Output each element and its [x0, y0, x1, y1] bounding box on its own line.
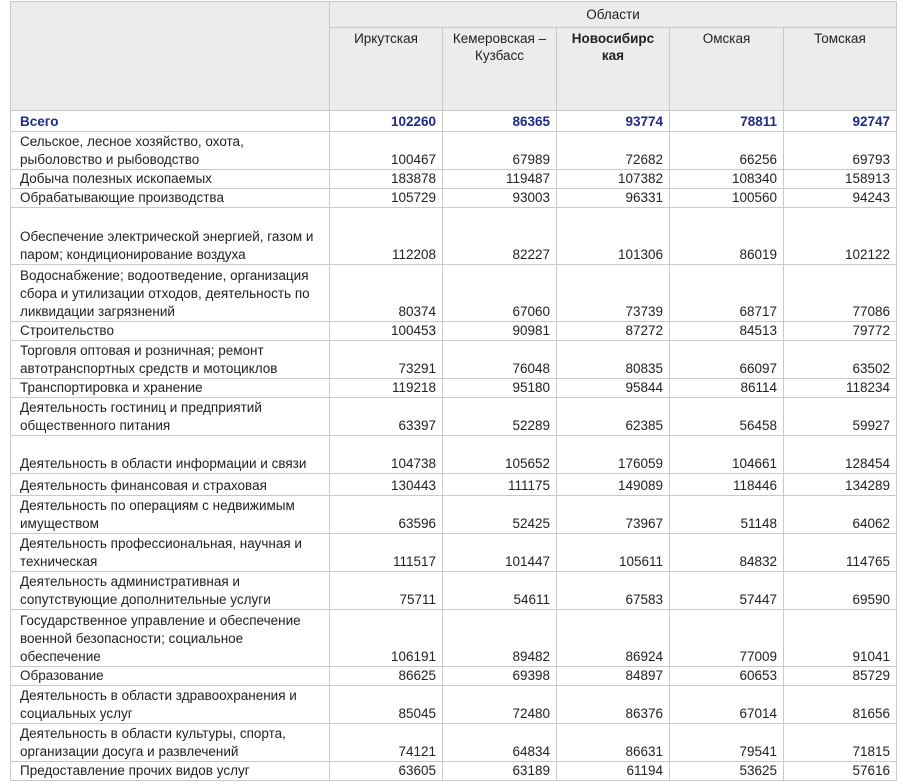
table-row — [11, 610, 897, 667]
row-value: 104738 — [330, 436, 443, 474]
row-value: 107382 — [557, 170, 670, 189]
row-value: 80835 — [557, 341, 670, 379]
row-value: 100453 — [330, 322, 443, 341]
regions-group-header: Области — [330, 2, 897, 28]
row-value: 57616 — [784, 762, 897, 781]
row-label: Деятельность административная и сопутствующие дополнительные услуги — [11, 572, 330, 610]
row-value: 57447 — [670, 572, 784, 610]
table-row — [11, 667, 897, 686]
row-value: 76048 — [443, 341, 557, 379]
row-value: 68717 — [670, 265, 784, 322]
row-value: 86376 — [557, 686, 670, 724]
row-value: 67014 — [670, 686, 784, 724]
row-value: 77086 — [784, 265, 897, 322]
row-label: Деятельность в области здравоохранения и социальных услуг — [11, 686, 330, 724]
row-value: 95844 — [557, 379, 670, 398]
row-value: 69398 — [443, 667, 557, 686]
row-value: 118234 — [784, 379, 897, 398]
row-label: Всего — [11, 111, 330, 132]
row-value: 104661 — [670, 436, 784, 474]
row-value: 85045 — [330, 686, 443, 724]
table-row — [11, 572, 897, 610]
row-value: 105652 — [443, 436, 557, 474]
row-value: 87272 — [557, 322, 670, 341]
row-value: 77009 — [670, 610, 784, 667]
row-value: 130443 — [330, 474, 443, 496]
row-value: 102260 — [330, 111, 443, 132]
region-header-tomsk: Томская — [784, 28, 897, 111]
row-value: 79541 — [670, 724, 784, 762]
header-corner-cell — [11, 2, 330, 111]
row-value: 63605 — [330, 762, 443, 781]
row-value: 95180 — [443, 379, 557, 398]
row-label: Образование — [11, 667, 330, 686]
row-label: Добыча полезных ископаемых — [11, 170, 330, 189]
header-row-group — [11, 2, 897, 28]
row-value: 74121 — [330, 724, 443, 762]
row-value: 63397 — [330, 398, 443, 436]
row-value: 72480 — [443, 686, 557, 724]
row-value: 69793 — [784, 132, 897, 170]
table-row — [11, 762, 897, 781]
row-value: 66256 — [670, 132, 784, 170]
row-label: Деятельность по операциям с недвижимым имуществом — [11, 496, 330, 534]
row-label: Обрабатывающие производства — [11, 189, 330, 208]
row-value: 101306 — [557, 208, 670, 265]
table-row — [11, 398, 897, 436]
row-value: 78811 — [670, 111, 784, 132]
row-value: 69590 — [784, 572, 897, 610]
table-row — [11, 265, 897, 322]
row-value: 89482 — [443, 610, 557, 667]
row-value: 108340 — [670, 170, 784, 189]
row-value: 106191 — [330, 610, 443, 667]
row-value: 61194 — [557, 762, 670, 781]
row-value: 81656 — [784, 686, 897, 724]
row-value: 91041 — [784, 610, 897, 667]
row-value: 100467 — [330, 132, 443, 170]
row-value: 72682 — [557, 132, 670, 170]
table-row — [11, 341, 897, 379]
region-header-omsk: Омская — [670, 28, 784, 111]
row-label: Деятельность гостиниц и предприятий общественного питания — [11, 398, 330, 436]
row-value: 62385 — [557, 398, 670, 436]
table-row — [11, 534, 897, 572]
table-row-total — [11, 111, 897, 132]
row-value: 56458 — [670, 398, 784, 436]
region-header-novosibirsk: Новосибирс кая — [557, 28, 670, 111]
row-value: 59927 — [784, 398, 897, 436]
row-value: 86631 — [557, 724, 670, 762]
row-value: 96331 — [557, 189, 670, 208]
row-label: Деятельность в области культуры, спорта, организации досуга и развлечений — [11, 724, 330, 762]
row-label: Деятельность в области информации и связи — [11, 436, 330, 474]
row-value: 105611 — [557, 534, 670, 572]
row-value: 82227 — [443, 208, 557, 265]
row-value: 79772 — [784, 322, 897, 341]
row-value: 149089 — [557, 474, 670, 496]
row-value: 73739 — [557, 265, 670, 322]
row-label: Деятельность профессиональная, научная и техническая — [11, 534, 330, 572]
row-value: 80374 — [330, 265, 443, 322]
table-row — [11, 170, 897, 189]
row-value: 51148 — [670, 496, 784, 534]
row-value: 84897 — [557, 667, 670, 686]
row-value: 93003 — [443, 189, 557, 208]
row-value: 67989 — [443, 132, 557, 170]
row-label: Деятельность финансовая и страховая — [11, 474, 330, 496]
row-value: 92747 — [784, 111, 897, 132]
row-value: 119487 — [443, 170, 557, 189]
row-label: Торговля оптовая и розничная; ремонт автотранспортных средств и мотоциклов — [11, 341, 330, 379]
table-header — [11, 2, 897, 111]
row-value: 93774 — [557, 111, 670, 132]
table-row — [11, 436, 897, 474]
row-value: 63189 — [443, 762, 557, 781]
row-value: 85729 — [784, 667, 897, 686]
row-value: 86019 — [670, 208, 784, 265]
row-value: 100560 — [670, 189, 784, 208]
row-value: 53625 — [670, 762, 784, 781]
statistics-table — [10, 1, 897, 781]
row-value: 63596 — [330, 496, 443, 534]
row-value: 64834 — [443, 724, 557, 762]
table-row — [11, 379, 897, 398]
row-value: 183878 — [330, 170, 443, 189]
row-value: 71815 — [784, 724, 897, 762]
row-value: 112208 — [330, 208, 443, 265]
row-value: 84832 — [670, 534, 784, 572]
row-value: 86625 — [330, 667, 443, 686]
row-label: Государственное управление и обеспечение военной безопасности; социальное обеспечение — [11, 610, 330, 667]
row-value: 114765 — [784, 534, 897, 572]
row-value: 75711 — [330, 572, 443, 610]
row-label: Предоставление прочих видов услуг — [11, 762, 330, 781]
table-row — [11, 132, 897, 170]
row-value: 66097 — [670, 341, 784, 379]
row-value: 134289 — [784, 474, 897, 496]
row-value: 67060 — [443, 265, 557, 322]
row-value: 94243 — [784, 189, 897, 208]
row-value: 86924 — [557, 610, 670, 667]
table-row — [11, 208, 897, 265]
row-value: 63502 — [784, 341, 897, 379]
row-value: 128454 — [784, 436, 897, 474]
row-value: 52289 — [443, 398, 557, 436]
table-row — [11, 686, 897, 724]
row-value: 111175 — [443, 474, 557, 496]
row-label: Обеспечение электрической энергией, газом и паром; кондиционирование воздуха — [11, 208, 330, 265]
row-value: 73967 — [557, 496, 670, 534]
row-value: 60653 — [670, 667, 784, 686]
row-value: 101447 — [443, 534, 557, 572]
row-label: Транспортировка и хранение — [11, 379, 330, 398]
region-header-irkutsk: Иркутская — [330, 28, 443, 111]
row-value: 64062 — [784, 496, 897, 534]
row-label: Сельское, лесное хозяйство, охота, рыболовство и рыбоводство — [11, 132, 330, 170]
row-value: 102122 — [784, 208, 897, 265]
row-value: 84513 — [670, 322, 784, 341]
table-row — [11, 474, 897, 496]
row-value: 86365 — [443, 111, 557, 132]
table-body — [11, 111, 897, 781]
row-label: Водоснабжение; водоотведение, организация сбора и утилизации отходов, деятельность по ликвидации загрязнений — [11, 265, 330, 322]
table-row — [11, 189, 897, 208]
row-value: 90981 — [443, 322, 557, 341]
table-row — [11, 724, 897, 762]
row-value: 158913 — [784, 170, 897, 189]
row-value: 119218 — [330, 379, 443, 398]
row-value: 176059 — [557, 436, 670, 474]
row-label: Строительство — [11, 322, 330, 341]
row-value: 73291 — [330, 341, 443, 379]
region-header-kemerovo: Кемеровская – Кузбасс — [443, 28, 557, 111]
table-row — [11, 496, 897, 534]
row-value: 111517 — [330, 534, 443, 572]
row-value: 105729 — [330, 189, 443, 208]
row-value: 54611 — [443, 572, 557, 610]
row-value: 86114 — [670, 379, 784, 398]
row-value: 118446 — [670, 474, 784, 496]
row-value: 52425 — [443, 496, 557, 534]
table-row — [11, 322, 897, 341]
row-value: 67583 — [557, 572, 670, 610]
